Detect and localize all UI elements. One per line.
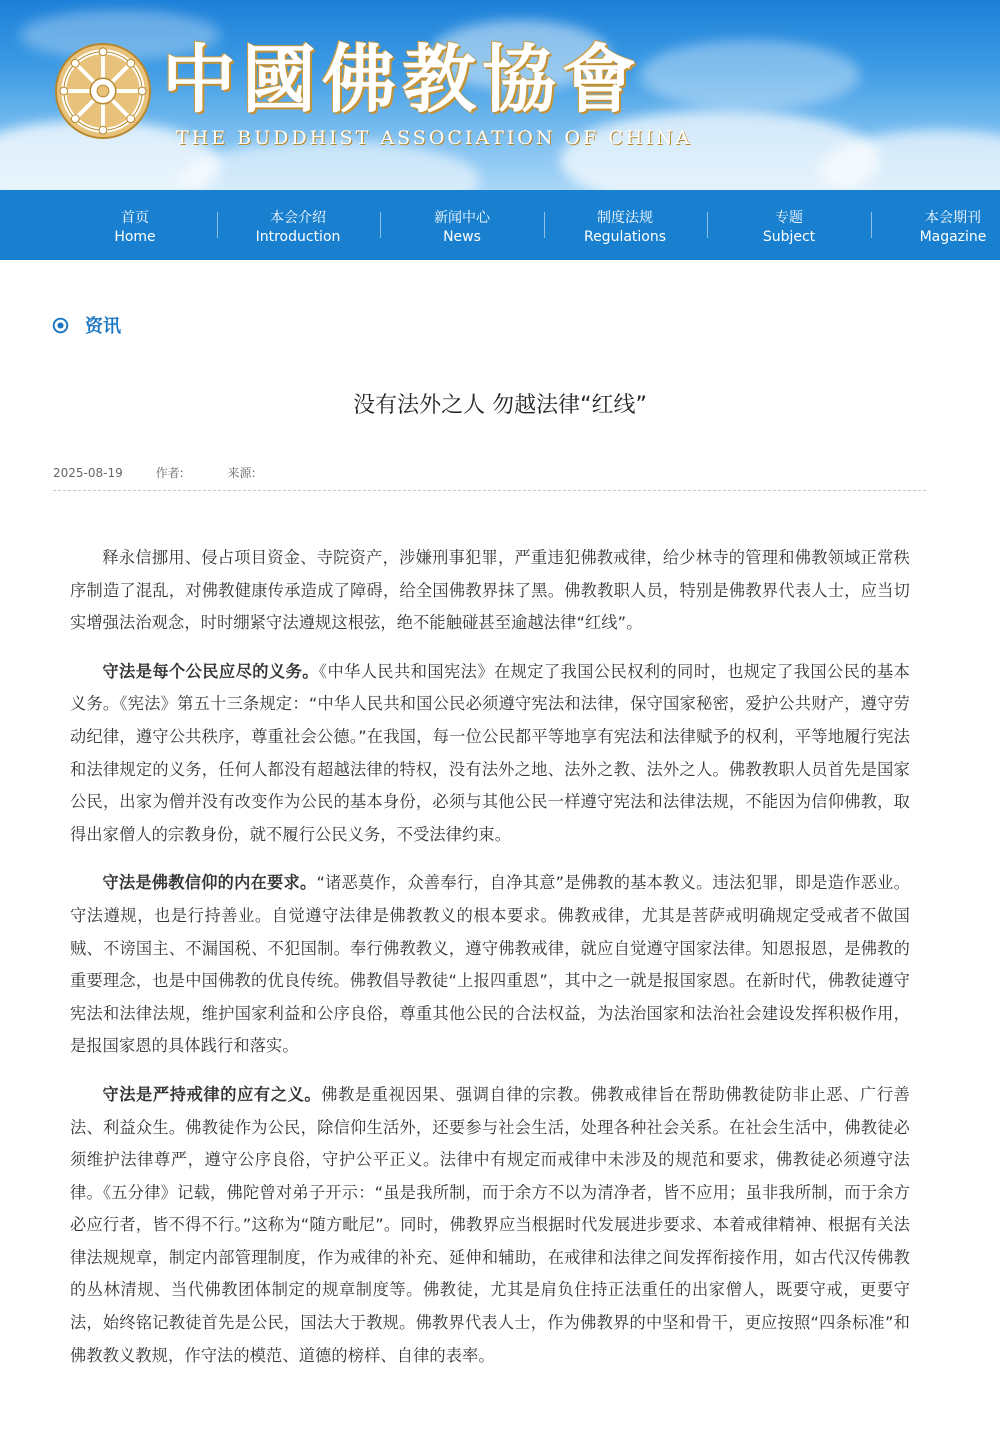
nav-label-en: Introduction [255,229,341,245]
cloud [640,40,860,110]
nav-label-en: Home [114,229,156,245]
nav-label-en: Regulations [583,229,667,245]
divider [53,490,926,491]
nav-label-cn: 首页 [121,210,149,226]
nav-item-subject[interactable] [714,190,864,260]
nav-label-en: Subject [762,229,816,245]
nav-label-en: News [443,229,481,245]
article-paragraph [70,542,910,640]
article-source: 来源: [227,466,256,480]
article-date: 2025-08-19 [53,466,123,480]
nav-label-cn: 本会期刊 [925,210,981,226]
paragraph-text: 《中华人民共和国宪法》在规定了我国公民权利的同时，也规定了我国公民的基本义务。《宪法》第五十三条规定：“中华人民共和国公民必须遵守宪法和法律，保守国家秘密，爱护公共财产，遵守劳动纪律，遵守公共秩序，尊重社会公德。”在我国，每一位公民都平等地享有宪法和法律赋予的权利，平等地履行宪法和法律规定的义务，任何人都没有超越法律的特权，没有法外之地、法外之教、法外之人。佛教教职人员首先是国家公民，出家为僧并没有改变作为公民的基本身份，必须与其他公民一样遵守宪法和法律法规，不能因为信仰佛教，取得出家僧人的宗教身份，就不履行公民义务，不受法律约束。 [70,661,910,844]
paragraph-text: 释永信挪用、侵占项目资金、寺院资产，涉嫌刑事犯罪，严重违犯佛教戒律，给少林寺的管理和佛教领域正常秩序制造了混乱，对佛教健康传承造成了障碍，给全国佛教界抹了黑。佛教教职人员，特别是佛教界代表人士，应当切实增强法治观念，时时绷紧守法遵规这根弦，绝不能触碰甚至逾越法律“红线”。 [70,548,910,633]
article-paragraph [70,1079,910,1372]
nav-label-cn: 专题 [775,210,803,226]
nav-item-home[interactable] [60,190,210,260]
section-header [52,312,121,338]
article-body [70,542,910,1388]
nav-label-cn: 制度法规 [597,210,653,226]
nav-divider [380,212,381,238]
target-icon [52,317,69,334]
nav-divider [871,212,872,238]
nav-label-en: Magazine [919,229,987,245]
nav-item-magazine[interactable] [878,190,1000,260]
logo-title-en: THE BUDDHIST ASSOCIATION OF CHINA [176,127,693,149]
nav-divider [544,212,545,238]
nav-item-news[interactable] [387,190,537,260]
article-title: 没有法外之人 勿越法律“红线” [353,393,647,418]
nav-item-regulations[interactable] [550,190,700,260]
paragraph-text: 佛教是重视因果、强调自律的宗教。佛教戒律旨在帮助佛教徒防非止恶、广行善法、利益众生。佛教徒作为公民，除信仰生活外，还要参与社会生活，处理各种社会关系。在社会生活中，佛教徒必须维护法律尊严，遵守公序良俗，守护公平正义。法律中有规定而戒律中未涉及的规范和要求，佛教徒必须遵守法律。《五分律》记载，佛陀曾对弟子开示：“虽是我所制，而于余方不以为清净者，皆不应用；虽非我所制，而于余方必应行者，皆不得不行。”这称为“随方毗尼”。同时，佛教界应当根据时代发展进步要求、本着戒律精神、根据有关法律法规规章，制定内部管理制度，作为戒律的补充、延伸和辅助，在戒律和法律之间发挥衔接作用，如古代汉传佛教的丛林清规、当代佛教团体制定的规章制度等。佛教徒，尤其是肩负住持正法重任的出家僧人，既要守戒，更要守法，始终铭记教徒首先是公民，国法大于教规。佛教界代表人士，作为佛教界的中坚和骨干，更应按照“四条标准”和佛教教义教规，作守法的模范、道德的榜样、自律的表率。 [70,1084,911,1365]
section-title: 资讯 [85,316,121,337]
article-paragraph [70,656,910,852]
main-nav [0,190,1000,260]
article-meta [53,465,256,481]
dharma-wheel-icon[interactable] [54,42,152,140]
nav-divider [707,212,708,238]
paragraph-lead: 守法是严持戒律的应有之义。 [102,1084,322,1104]
nav-divider [217,212,218,238]
paragraph-lead: 守法是佛教信仰的内在要求。 [102,873,317,893]
article-paragraph [70,867,910,1063]
nav-label-cn: 新闻中心 [434,210,490,226]
nav-item-introduction[interactable] [223,190,373,260]
site-banner [0,0,1000,190]
paragraph-lead: 守法是每个公民应尽的义务。 [102,661,319,681]
article-author: 作者: [155,466,184,480]
nav-label-cn: 本会介绍 [270,210,326,226]
paragraph-text: “诸恶莫作，众善奉行，自净其意”是佛教的基本教义。违法犯罪，即是造作恶业。守法遵规，也是行持善业。自觉遵守法律是佛教教义的根本要求。佛教戒律，尤其是菩萨戒明确规定受戒者不做国贼、不谤国主、不漏国税、不犯国制。奉行佛教教义，遵守佛教戒律，就应自觉遵守国家法律。知恩报恩，是佛教的重要理念，也是中国佛教的优良传统。佛教倡导教徒“上报四重恩”，其中之一就是报国家恩。在新时代，佛教徒遵守宪法和法律法规，维护国家利益和公序良俗，尊重其他公民的合法权益，为法治国家和法治社会建设发挥积极作用，是报国家恩的具体践行和落实。 [70,873,911,1056]
logo-title-cn[interactable]: 中國佛教協會 [162,37,642,123]
